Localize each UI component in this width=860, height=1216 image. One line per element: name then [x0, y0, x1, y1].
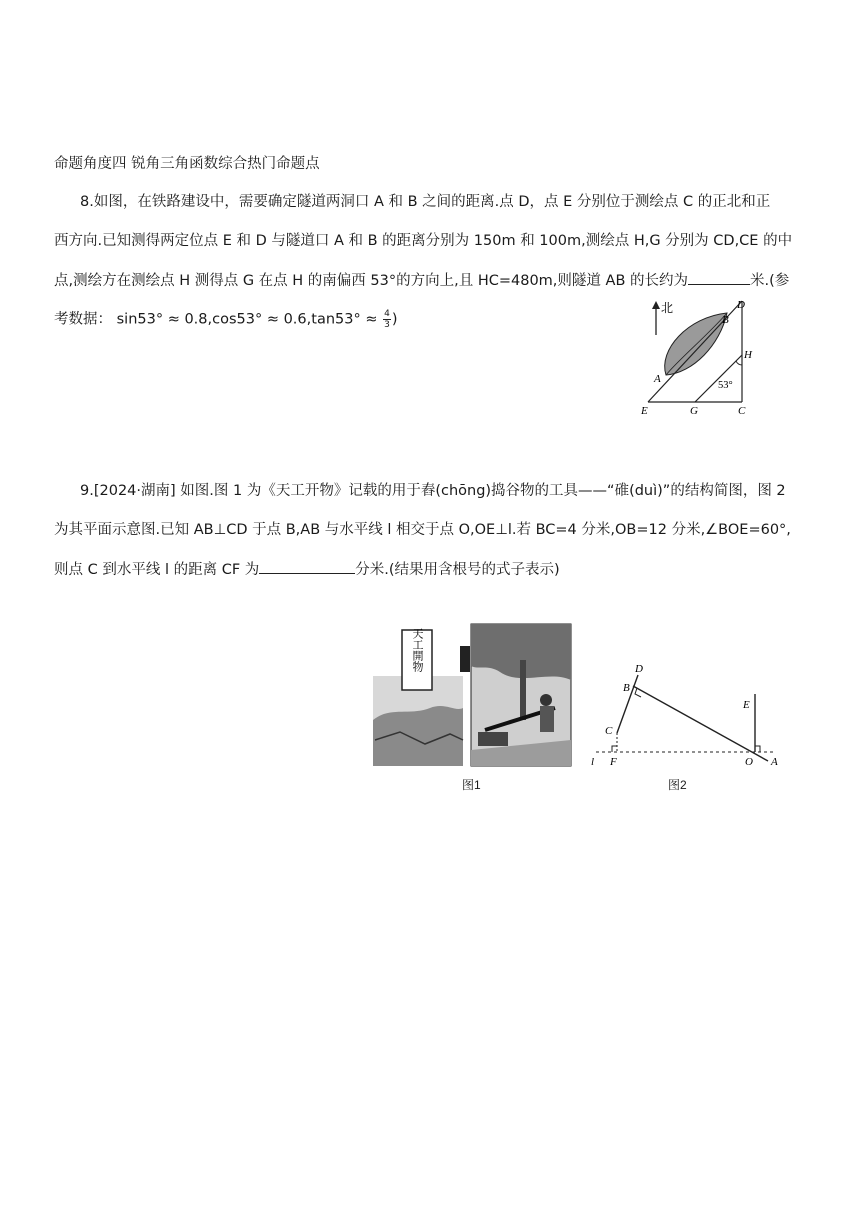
q9-figure1-illustration [370, 620, 574, 770]
q8-tunnel-diagram [638, 295, 762, 420]
label-D: D [635, 663, 643, 675]
q8-line-1: 8.如图，在铁路建设中，需要确定隧道两洞口 A 和 B 之间的距离.点 D，点 E 分别位于测绘点 C 的正北和正 [80, 194, 771, 210]
q9-figure2-schematic [588, 658, 792, 770]
q8-answer-blank[interactable] [688, 270, 750, 285]
worker-body [540, 706, 554, 732]
north-arrow-head [652, 301, 660, 309]
mortar [478, 732, 508, 746]
figure1-caption: 图1 [462, 778, 481, 792]
right-angle-F [612, 746, 617, 752]
label-l: l [591, 756, 595, 768]
q9-line-2: 为其平面示意图.已知 AB⊥CD 于点 B,AB 与水平线 l 相交于点 O,OE⊥l.若 BC=4 分米,OB=12 分米,∠BOE=60°, [54, 522, 791, 538]
q8-line-4-tail: ) [391, 311, 398, 328]
label-A: A [654, 373, 661, 385]
tree-trunk [520, 660, 526, 720]
q8-tan-fraction [383, 309, 391, 330]
q9-line-3 [54, 559, 560, 580]
q8-line-2: 西方向.已知测得两定位点 E 和 D 与隧道口 A 和 B 的距离分别为 150m 和 100m,测绘点 H,G 分别为 CD,CE 的中 [54, 233, 793, 249]
q8-line-3-tail: 米.(参 [750, 273, 790, 289]
label-B: B [722, 314, 729, 326]
figure2-caption: 图2 [668, 778, 687, 792]
q8-reference-data: 考数据： sin53° ≈ 0.8,cos53° ≈ 0.6,tan53° ≈ [54, 311, 378, 328]
label-C: C [738, 405, 746, 417]
angle-label-53: 53° [718, 380, 733, 391]
q8-line-3 [54, 270, 789, 291]
q9-line-3-tail: 分米.(结果用含根号的式子表示) [355, 562, 560, 578]
q8-line-4 [54, 309, 398, 330]
segment-GH [695, 355, 742, 402]
worker-head [540, 694, 552, 706]
label-A: A [771, 756, 778, 768]
fraction-numerator: 4 [384, 309, 390, 319]
q9-answer-blank[interactable] [259, 559, 355, 574]
label-B: B [623, 682, 630, 694]
section-heading: 命题角度四 锐角三角函数综合热门命题点 [54, 156, 320, 172]
label-E: E [641, 405, 648, 417]
right-angle-O [755, 746, 760, 752]
segment-AB [633, 686, 768, 761]
fraction-denominator: 3 [384, 320, 390, 330]
q9-line-3-text: 则点 C 到水平线 l 的距离 CF 为 [54, 562, 260, 578]
label-G: G [690, 405, 698, 417]
label-O: O [745, 756, 753, 768]
book-title-text: 天工開物 [411, 628, 423, 672]
angle-arc [736, 361, 742, 365]
q9-line-1: 9.[2024·湖南] 如图.图 1 为《天工开物》记载的用于舂(chōng)捣谷物的工具——“碓(duì)”的结构简图，图 2 [80, 483, 786, 499]
label-D: D [737, 299, 745, 311]
page-divider-mark [460, 646, 470, 672]
label-C: C [605, 725, 613, 737]
label-E: E [743, 699, 750, 711]
label-H: H [744, 349, 752, 361]
q8-line-3-text: 点,测绘方在测绘点 H 测得点 G 在点 H 的南偏西 53°的方向上,且 HC=480m,则隧道 AB 的长约为 [54, 273, 689, 289]
north-label: 北 [661, 301, 674, 315]
label-F: F [610, 756, 617, 768]
